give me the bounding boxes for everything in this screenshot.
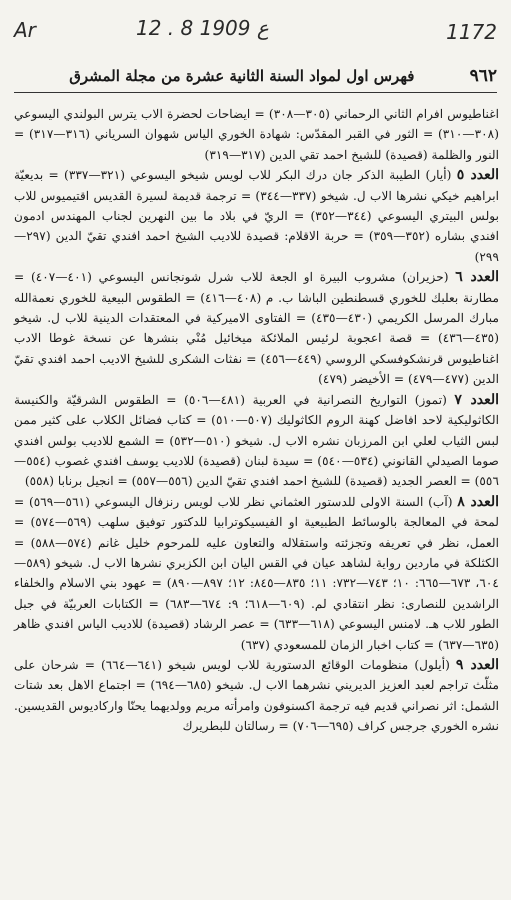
index-body: [14, 104, 499, 894]
issue-number: العدد ٩: [455, 656, 499, 673]
issue-number: العدد ٧: [454, 391, 499, 408]
index-paragraph: [14, 655, 499, 737]
index-paragraph: [14, 267, 499, 389]
paragraph-text: (حزيران) مشروب البيرة او الجعة للاب شرل شونجانس اليسوعي (٤٠١—٤٠٧) = مطارنة بعلبك للخوري قسطنطين الباشا ب. م (٤٠٨—٤١٦) = الطقوس البيعية للخوري نعمةالله مبارك المرسل الكريمي (٤٣٠—٤٣٥) = الفتاوى الاميركية في المعتقدات الدينية للاب ل. شيخو (٤٣٥—٤٣٦) = قصة اعجوبة لرئيس الملائكة ميخائيل مُنْي بنشرها عن نسخة غوطا الادب اغناطيوس قرنشكوفسكي الروسي (٤٤٩—٤٥٦) = نفثات الشكرى للشيخ الاديب احمد افندي تقيّ الدين (٤٧٧—٤٧٩) = الأخيضر (٤٧٩): [14, 270, 499, 387]
index-paragraph: [14, 104, 499, 165]
page-number: ٩٦٢: [469, 66, 497, 86]
page-title: فهرس اول لمواد السنة الثانية عشرة من مجلة المشرق: [69, 67, 415, 85]
handwritten-annotations: [6, 14, 505, 48]
issue-number: العدد ٦: [455, 269, 499, 286]
index-paragraph: [14, 165, 499, 267]
paragraph-text: (تموز) التواريخ النصرانية في العربية (٤٨١—٥٠٦) = الطقوس الشرقيّة والكنيسة الكاثوليكية لاحد افاضل كهنة الروم الكاثوليك (٥٠٧—٥١٠) = كتاب فضائل الكلاب على كثير ممن لبس الثياب لعلي ابن المرزبان نشره الاب ل. شيخو (٥١٠—٥٣٢) = الشمع للاديب بولس افندي صوما الصيدلي القانوني (٥٣٤—٥٤٠) = سيدة لبنان (قصيدة) للاديب يوسف افندي غصوب (٥٥٤—٥٥٦) = العصر الجديد (قصيدة) للشيخ احمد افندي تقيّ الدين (٥٥٦—٥٥٧) = انجيل برنابا (٥٥٨): [14, 392, 499, 489]
handwritten-mark-left: Ar: [14, 18, 36, 42]
index-paragraph: [14, 492, 499, 655]
handwritten-date: 12 . 8 ع 1909: [136, 16, 269, 40]
issue-number: العدد ٥: [456, 167, 499, 184]
paragraph-text: اغناطيوس افرام الثاني الرحماني (٣٠٥—٣٠٨) = ايضاحات لحضرة الاب يترس البولندي اليسوعي (٣٠٨—٣١٠) = الثور في القبر المقدّس: شهادة الخوري الياس شهوان السرياني (٣١٦—٣١٧) = النور والظلمة (قصيدة) للشيخ احمد تقي الدين (٣١٧—٣١٩): [14, 107, 499, 162]
paragraph-text: (أيار) الطيبة الذكر جان درك البكر للاب لويس شيخو اليسوعي (٣٢١—٣٣٧) = بديعيّة ابراهيم خيكي نشرها الاب ل. شيخو (٣٣٧—٣٤٤) = ترجمة قديمة لسيرة القديس اقتيميوس للاب بولس البيتري اليسوعي (٣٤٤—٣٥٢) = الريّ في بلاد ما بين النهرين لجناب المهندس ادمون افندي بشاره (٣٥٢—٣٥٩) = حربة الاقلام: قصيدة للاديب الشيخ احمد افندي تقيّ الدين (٢٩٧—٢٩٩): [14, 168, 499, 264]
handwritten-catalog-number: 1172: [446, 20, 497, 44]
paragraph-text: (أيلول) منظومات الوقائع الدستورية للاب لويس شيخو (٦٤١—٦٦٤) = شرحان على مثلّث تراجم لعبد العزيز الديريني نشرهما الاب ل. شيخو (٦٨٥—٦٩٤) = اجتماع الاهل بعد شتات الشمل: اثر نصراني قديم فيه ترجمة اكسنوفون وامرأته مريم وولديهما يحنّا واركاديوس القديسين. نشره الخوري جرجس كراف (٦٩٥—٧٠٦) = رسالتان للبطريرك: [14, 657, 499, 734]
page-header: [14, 60, 497, 93]
paragraph-text: (آب) السنة الاولى للدستور العثماني نظر للاب لويس رنزفال اليسوعي (٥٦١—٥٦٩) = لمحة في المعالجة بالوسائط الطبيعية او الفيسيكوترابيا للدكتور توفيق سلهب (٥٦٩—٥٧٤) = العمل، نظر في تعريفه وتجزئته واستقلاله والتعاون عليه للمرحوم خليل غانم (٥٧٤—٥٨٨) = الكثلكة في ماردين رواية لشاهد عيان في القس اليان ابن الكزبري نشرها الاب ل. شيخو (٥٨٩—٦٠٤، ٦٧٣—٦٦٥: ١٠؛ ٧٤٣—٧٣٢: ١١؛ ٨٣٥—٨٤٥: ١٢؛ ٨٩٧—٨٩٠) = عهود بني الاسلام والخلفاء الراشدين للنصارى: نظر انتقادي لم. (٦٠٩—٦١٨؛ ٩: ٦٧٤—٦٨٣) = الكتابات العربيّة في جبل الطور للاب هـ. لامنس اليسوعي (٦١٨—٦٣٣) = عصر الرشاد (قصيدة) للاديب الياس افندي ظاهر (٦٣٥—٦٣٧) = كتاب اخبار الزمان للمسعودي (٦٣٧): [14, 494, 500, 652]
issue-number: العدد ٨: [457, 493, 500, 510]
index-paragraph: [14, 390, 499, 492]
